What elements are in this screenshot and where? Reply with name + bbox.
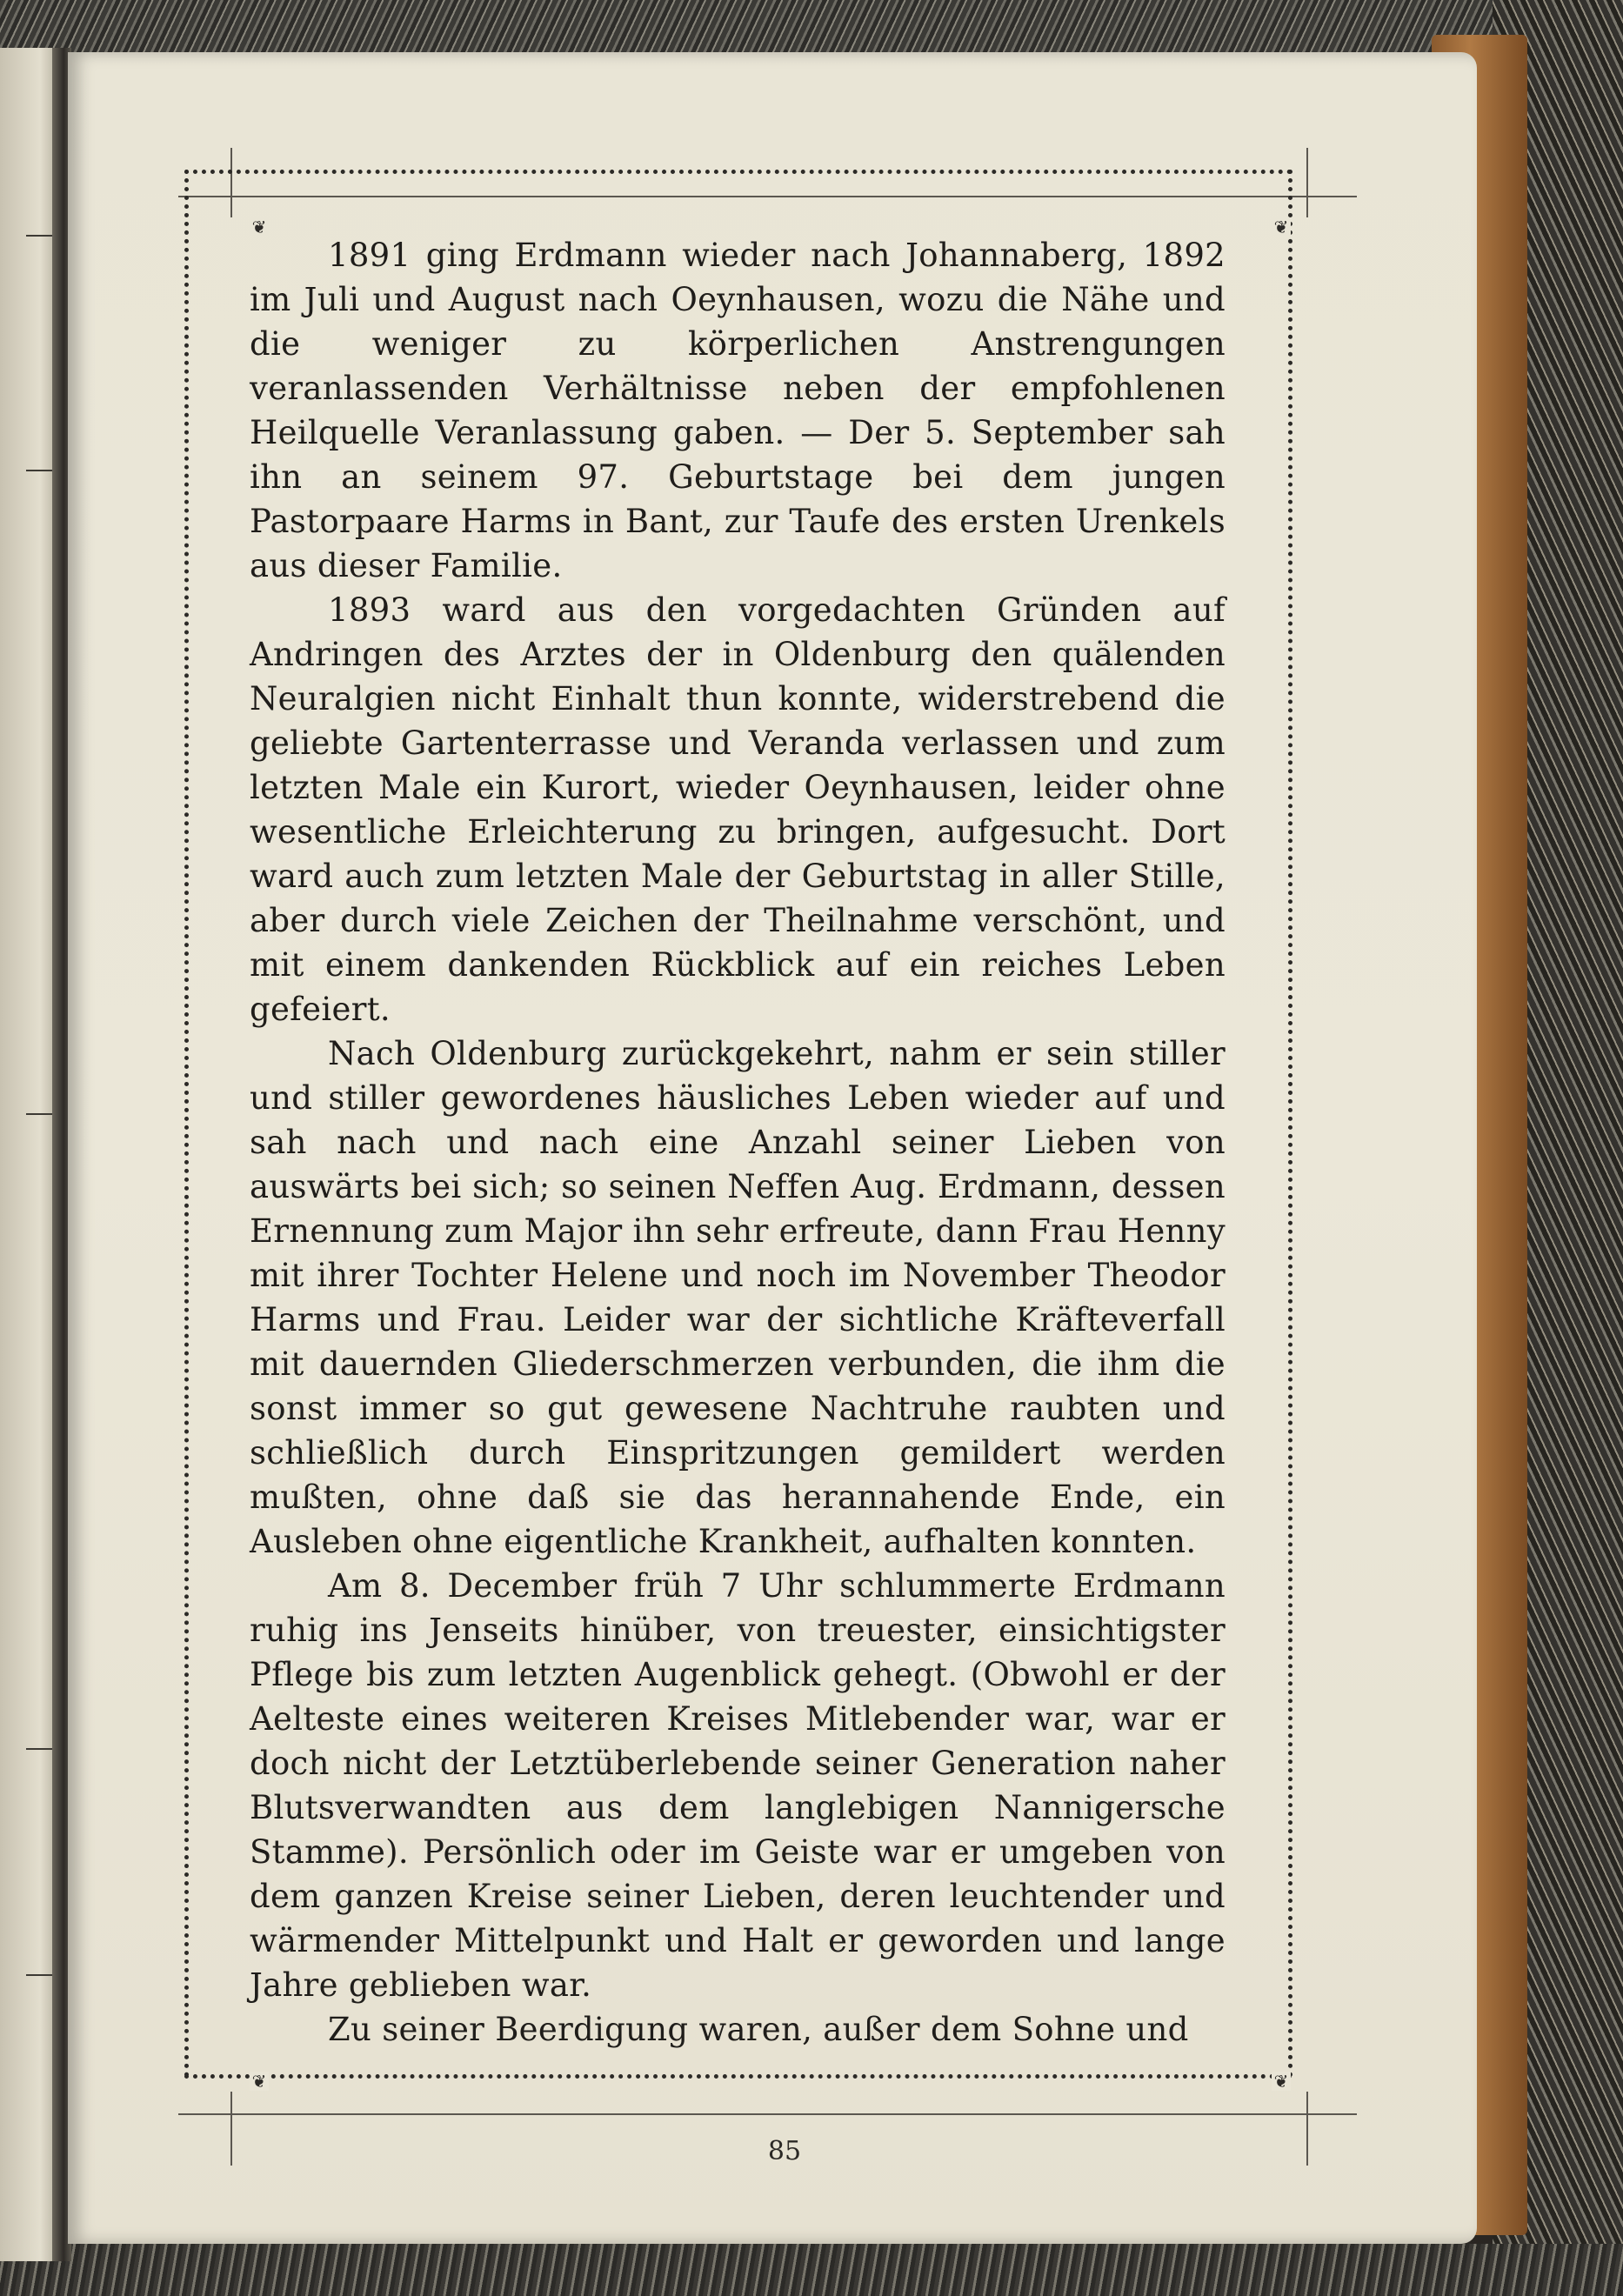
paragraph: Am 8. December früh 7 Uhr schlummerte Erdmann ruhig ins Jenseits hinüber, von treuester, einsichtigster Pflege bis zum letzten Augenblick gehegt. (Obwohl er der Aelteste eines weiteren Kreises Mitlebender war, war er doch nicht der Letztüberlebende seiner Generation naher Blutsverwandten aus dem langlebigen Nannigersche Stamme). Persönlich oder im Geiste war er umgeben von dem ganzen Kreise seiner Lieben, deren leuchtender und wärmender Mittelpunkt und Halt er geworden und lange Jahre geblieben war. (250, 1567, 1226, 2004)
bottom-rule (178, 2113, 1357, 2115)
binding-stitch (26, 235, 52, 237)
paragraph: Zu seiner Beerdigung waren, außer dem Sohne und (328, 2011, 1189, 2048)
crop-mark-top-right (1306, 148, 1308, 217)
body-text (250, 233, 1226, 2052)
ornament-corner-icon: ❦ (250, 2072, 269, 2091)
ornament-corner-icon: ❦ (250, 217, 269, 237)
binding-stitch (26, 470, 52, 471)
marbled-edge-bottom (0, 2244, 1623, 2296)
left-page-edge (0, 48, 57, 2261)
paragraph: Nach Oldenburg zurückgekehrt, nahm er sein stiller und stiller gewordenes häusliches Leben wieder auf und sah nach und nach eine Anzahl seiner Lieben von auswärts bei sich; so seinen Neffen Aug. Erdmann, dessen Ernennung zum Major ihn sehr erfreute, dann Frau Henny mit ihrer Tochter Helene und noch im November Theodor Harms und Frau. Leider war der sichtliche Kräfteverfall mit dauernden Gliederschmerzen verbunden, die ihm die sonst immer so gut gewesene Nachtruhe raubten und schließlich durch Einspritzungen gemildert werden mußten, ohne daß sie das herannahende Ende, ein Ausleben ohne eigentliche Krankheit, aufhalten konnten. (250, 1035, 1226, 1560)
crop-mark-bottom-left (230, 2092, 232, 2166)
binding-stitch (26, 1113, 52, 1115)
page-number: 85 (767, 2136, 802, 2166)
paragraph: 1891 ging Erdmann wieder nach Johannaberg, 1892 im Juli und August nach Oeynhausen, wozu die Nähe und die weniger zu körperlichen Anstrengungen veranlassenden Verhältnisse neben der empfohlenen Heilquelle Veranlassung gaben. — Der 5. September sah ihn an seinem 97. Geburtstage bei dem jungen Pastorpaare Harms in Bant, zur Taufe des ersten Urenkels aus dieser Familie. (250, 237, 1226, 584)
binding-stitch (26, 1748, 52, 1750)
paragraph: 1893 ward aus den vorgedachten Gründen auf Andringen des Arztes der in Oldenburg den quälenden Neuralgien nicht Einhalt thun konnte, widerstrebend die geliebte Gartenterrasse und Veranda verlassen und zum letzten Male ein Kurort, wieder Oeynhausen, leider ohne wesentliche Erleichterung zu bringen, aufgesucht. Dort ward auch zum letzten Male der Geburtstag in aller Stille, aber durch viele Zeichen der Theilnahme verschönt, und mit einem dankenden Rückblick auf ein reiches Leben gefeiert. (250, 591, 1226, 1028)
ornament-corner-icon: ❦ (1272, 2072, 1291, 2091)
ornament-corner-icon: ❦ (1272, 217, 1291, 237)
binding-stitch (26, 1974, 52, 1976)
crop-mark-bottom-right (1306, 2092, 1308, 2166)
